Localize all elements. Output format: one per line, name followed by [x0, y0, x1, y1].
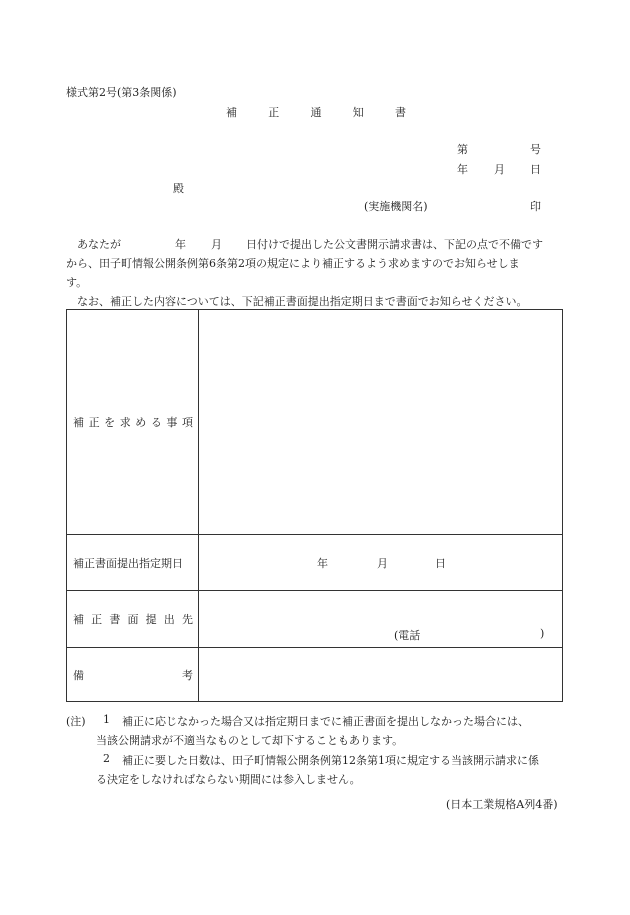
number-dai: 第: [457, 143, 468, 156]
deadline-day: 日: [435, 557, 446, 570]
correction-items-field[interactable]: [199, 310, 562, 533]
note2-number: 2: [103, 752, 110, 765]
note2-line2: る決定をしなければならない期間には参入しません。: [96, 773, 361, 786]
title-char: 補: [226, 106, 237, 119]
paper-standard: (日本工業規格A列4番): [446, 798, 558, 811]
body-line3: す。: [66, 276, 88, 289]
note1-line1: 補正に応じなかった場合又は指定期日までに補正書面を提出しなかった場合には、: [122, 715, 529, 728]
body-line1-year: 年: [175, 238, 186, 251]
document-title: [226, 104, 406, 120]
addressee-suffix: 殿: [173, 182, 184, 195]
row-deadline-label: 補正書面提出指定期日: [73, 557, 183, 570]
note1-line2: 当該公開請求が不適当なものとして却下することもあります。: [96, 734, 404, 747]
body-line1-prefix: あなたが: [77, 238, 121, 251]
deadline-year: 年: [317, 557, 328, 570]
table-row-divider: [67, 647, 562, 648]
body-line2: から、田子町情報公開条例第6条第2項の規定により補正するよう求めますのでお知らせしま: [66, 257, 520, 270]
body-line4: なお、補正した内容については、下記補正書面提出指定期日まで書面でお知らせください。: [77, 295, 528, 308]
correction-table: [66, 309, 563, 702]
phone-open: (電話: [394, 629, 421, 642]
title-char: 正: [268, 106, 280, 119]
body-line1-month: 月: [211, 238, 222, 251]
form-number: 様式第2号(第3条関係): [66, 86, 177, 99]
issuer-label: (実施機関名): [364, 200, 428, 213]
note2-line1: 補正に要した日数は、田子町情報公開条例第12条第1項に規定する当該開示請求に係: [122, 754, 539, 767]
row-correction-items-label: 補 正 を 求 め る 事 項: [73, 416, 193, 429]
phone-close: ): [540, 627, 545, 640]
date-month: 月: [494, 163, 505, 176]
table-row-divider: [67, 534, 562, 535]
title-char: 通: [310, 106, 322, 119]
note1-number: 1: [103, 713, 110, 726]
row-submission-address-label: 補 正 書 面 提 出 先: [73, 613, 193, 626]
title-char: 知: [352, 106, 364, 119]
issuer-seal: 印: [530, 200, 541, 213]
title-char: 書: [395, 106, 406, 119]
deadline-month: 月: [377, 557, 388, 570]
table-row-divider: [67, 590, 562, 591]
body-line1-rest: 日付けで提出した公文書開示請求書は、下記の点で不備です: [246, 238, 543, 251]
row-remarks-label: 備 考: [73, 669, 193, 682]
date-year: 年: [457, 163, 468, 176]
notes-prefix: (注): [66, 715, 86, 728]
number-go: 号: [530, 143, 541, 156]
date-day: 日: [530, 163, 541, 176]
